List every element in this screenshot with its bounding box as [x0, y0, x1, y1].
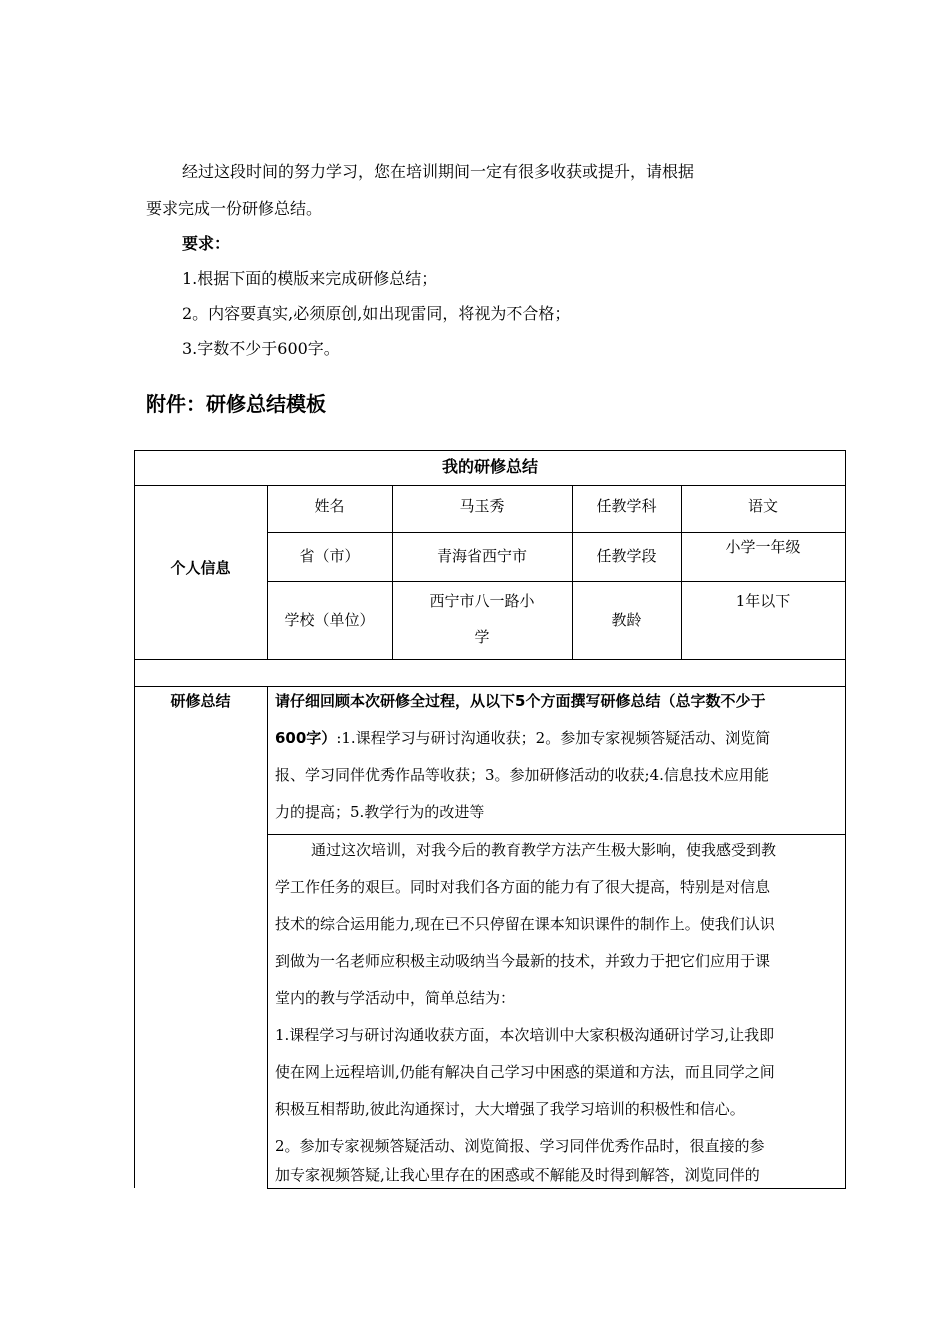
body-line: 堂内的教与学活动中，简单总结为：: [275, 989, 516, 1007]
requirement-1: 1.根据下面的模版来完成研修总结；: [182, 269, 438, 288]
stage-value: 小学一年级: [725, 538, 801, 556]
body-line: 2。参加专家视频答疑活动、浏览简报、学习同伴优秀作品时，很直接的参: [275, 1137, 765, 1155]
body-line: 通过这次培训，对我今后的教育教学方法产生极大影响，使我感受到教: [311, 841, 777, 859]
province-value: 青海省西宁市: [436, 547, 527, 565]
personal-info-label: 个人信息: [170, 559, 231, 577]
school-label: 学校（单位）: [284, 611, 375, 629]
intro-line-2: 要求完成一份研修总结。: [146, 199, 323, 218]
instruction-bold-line-1: 请仔细回顾本次研修全过程，从以下5个方面撰写研修总结（总字数不少于: [275, 692, 766, 710]
attachment-heading: 附件：研修总结模板: [146, 392, 326, 416]
body-line: 积极互相帮助,彼此沟通探讨，大大增强了我学习培训的积极性和信心。: [275, 1100, 745, 1118]
body-line: 技术的综合运用能力,现在已不只停留在课本知识课件的制作上。使我们认识: [275, 915, 775, 933]
instruction-line-2: 600字）:1.课程学习与研讨沟通收获；2。参加专家视频答疑活动、浏览简: [275, 729, 771, 747]
summary-label: 研修总结: [170, 692, 231, 710]
subject-label: 任教学科: [596, 497, 657, 515]
table-title: 我的研修总结: [441, 457, 538, 476]
requirement-2: 2。内容要真实,必须原创,如出现雷同，将视为不合格；: [182, 304, 571, 323]
name-label: 姓名: [314, 497, 345, 515]
name-value: 马玉秀: [459, 497, 505, 515]
body-line: 学工作任务的艰巨。同时对我们各方面的能力有了很大提高，特别是对信息: [275, 878, 771, 896]
instruction-line-4: 力的提高；5.教学行为的改进等: [275, 803, 485, 821]
province-label: 省（市）: [299, 547, 360, 565]
body-line: 加专家视频答疑,让我心里存在的困惑或不解能及时得到解答，浏览同伴的: [275, 1166, 760, 1184]
school-value-line-1: 西宁市八一路小: [429, 592, 535, 610]
requirements-label: 要求：: [182, 234, 231, 253]
school-value-line-2: 学: [474, 628, 490, 646]
intro-line-1: 经过这段时间的努力学习，您在培训期间一定有很多收获或提升，请根据: [182, 162, 695, 181]
body-line: 使在网上远程培训,仍能有解决自己学习中困惑的渠道和方法，而且同学之间: [275, 1063, 775, 1081]
stage-label: 任教学段: [596, 547, 657, 565]
years-value: 1年以下: [735, 592, 791, 610]
body-line: 到做为一名老师应积极主动吸纳当今最新的技术，并致力于把它们应用于课: [275, 952, 771, 970]
body-line: 1.课程学习与研讨沟通收获方面，本次培训中大家积极沟通研讨学习,让我即: [275, 1026, 775, 1044]
instruction-line-3: 报、学习同伴优秀作品等收获；3。参加研修活动的收获;4.信息技术应用能: [275, 766, 769, 784]
subject-value: 语文: [747, 497, 778, 515]
years-label: 教龄: [611, 611, 642, 629]
requirement-3: 3.字数不少于600字。: [182, 339, 340, 358]
